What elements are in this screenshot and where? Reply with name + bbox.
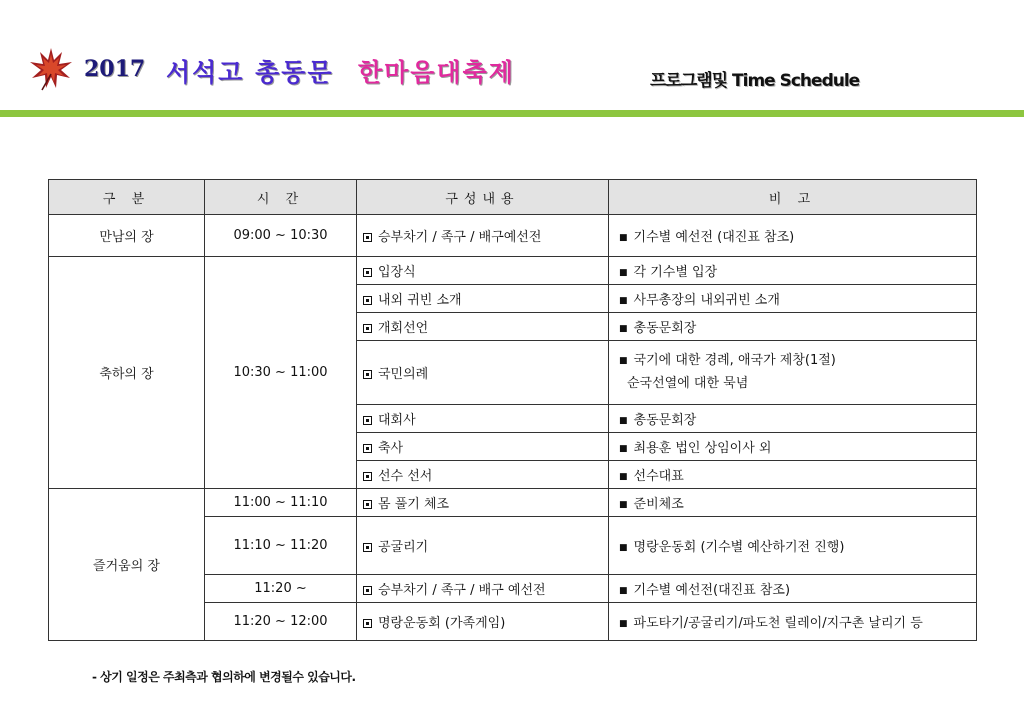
box-bullet-icon xyxy=(363,324,372,333)
box-bullet-icon xyxy=(363,586,372,595)
box-bullet-icon xyxy=(363,543,372,552)
square-bullet-icon: ■ xyxy=(619,356,628,366)
square-bullet-icon: ■ xyxy=(619,444,628,454)
time-cell: 11:10 ~ 11:20 xyxy=(205,517,357,575)
title-main: 서석고 총동문 xyxy=(166,58,334,87)
square-bullet-icon: ■ xyxy=(619,619,628,629)
box-bullet-icon xyxy=(363,370,372,379)
square-bullet-icon: ■ xyxy=(619,500,628,510)
title-festival: 한마음대축제 xyxy=(358,58,515,87)
content-cell: 입장식 xyxy=(357,257,609,285)
note-cell: ■ 총동문회장 xyxy=(609,313,977,341)
content-cell: 선수 선서 xyxy=(357,461,609,489)
note-cell: ■ 사무총장의 내외귀빈 소개 xyxy=(609,285,977,313)
title-year: 2017 xyxy=(84,56,146,82)
header-category: 구 분 xyxy=(49,180,205,215)
header-divider xyxy=(0,110,1024,117)
square-bullet-icon: ■ xyxy=(619,233,628,243)
square-bullet-icon: ■ xyxy=(619,586,628,596)
content-cell: 몸 풀기 체조 xyxy=(357,489,609,517)
box-bullet-icon xyxy=(363,444,372,453)
table-row xyxy=(49,489,977,517)
square-bullet-icon: ■ xyxy=(619,472,628,482)
table-row xyxy=(49,215,977,257)
box-bullet-icon xyxy=(363,619,372,628)
content-cell: 공굴리기 xyxy=(357,517,609,575)
note-cell: ■ 최용훈 법인 상임이사 외 xyxy=(609,433,977,461)
note-cell: ■ 국기에 대한 경례, 애국가 제창(1절) 순국선열에 대한 묵념 xyxy=(609,341,977,405)
box-bullet-icon xyxy=(363,268,372,277)
note-cell: ■ 기수별 예선전(대진표 참조) xyxy=(609,575,977,603)
header-content: 구성내용 xyxy=(357,180,609,215)
content-cell: 개회선언 xyxy=(357,313,609,341)
section-name: 만남의 장 xyxy=(49,215,205,257)
note-cell: ■ 준비체조 xyxy=(609,489,977,517)
content-cell: 내외 귀빈 소개 xyxy=(357,285,609,313)
content-cell: 축사 xyxy=(357,433,609,461)
time-cell: 11:00 ~ 11:10 xyxy=(205,489,357,517)
header-time: 시 간 xyxy=(205,180,357,215)
time-cell: 09:00 ~ 10:30 xyxy=(205,215,357,257)
box-bullet-icon xyxy=(363,233,372,242)
note-cell: ■ 기수별 예선전 (대진표 참조) xyxy=(609,215,977,257)
box-bullet-icon xyxy=(363,296,372,305)
footer-note: - 상기 일정은 주최측과 협의하에 변경될수 있습니다. xyxy=(92,670,356,684)
square-bullet-icon: ■ xyxy=(619,296,628,306)
content-cell: 명랑운동회 (가족게임) xyxy=(357,603,609,641)
time-cell: 11:20 ~ 12:00 xyxy=(205,603,357,641)
content-cell: 대회사 xyxy=(357,405,609,433)
table-header-row xyxy=(49,180,977,215)
header xyxy=(0,0,1024,118)
square-bullet-icon: ■ xyxy=(619,324,628,334)
note-cell: ■ 파도타기/공굴리기/파도천 릴레이/지구촌 날리기 등 xyxy=(609,603,977,641)
square-bullet-icon: ■ xyxy=(619,416,628,426)
section-name: 즐거움의 장 xyxy=(49,489,205,641)
square-bullet-icon: ■ xyxy=(619,543,628,553)
section-name: 축하의 장 xyxy=(49,257,205,489)
note-cell: ■ 총동문회장 xyxy=(609,405,977,433)
schedule-table xyxy=(48,179,977,641)
content-cell: 국민의례 xyxy=(357,341,609,405)
subtitle: 프로그램및 Time Schedule xyxy=(650,71,860,91)
note-line-2: 순국선열에 대한 묵념 xyxy=(627,376,749,391)
time-cell: 11:20 ~ xyxy=(205,575,357,603)
maple-leaf-icon xyxy=(28,46,74,92)
content-cell: 승부차기 / 족구 / 배구 예선전 xyxy=(357,575,609,603)
box-bullet-icon xyxy=(363,500,372,509)
content-cell: 승부차기 / 족구 / 배구예선전 xyxy=(357,215,609,257)
square-bullet-icon: ■ xyxy=(619,268,628,278)
table-row xyxy=(49,257,977,285)
header-remarks: 비 고 xyxy=(609,180,977,215)
note-cell: ■ 명랑운동회 (기수별 예산하기전 진행) xyxy=(609,517,977,575)
time-cell: 10:30 ~ 11:00 xyxy=(205,257,357,489)
note-cell: ■ 선수대표 xyxy=(609,461,977,489)
box-bullet-icon xyxy=(363,416,372,425)
note-cell: ■ 각 기수별 입장 xyxy=(609,257,977,285)
box-bullet-icon xyxy=(363,472,372,481)
